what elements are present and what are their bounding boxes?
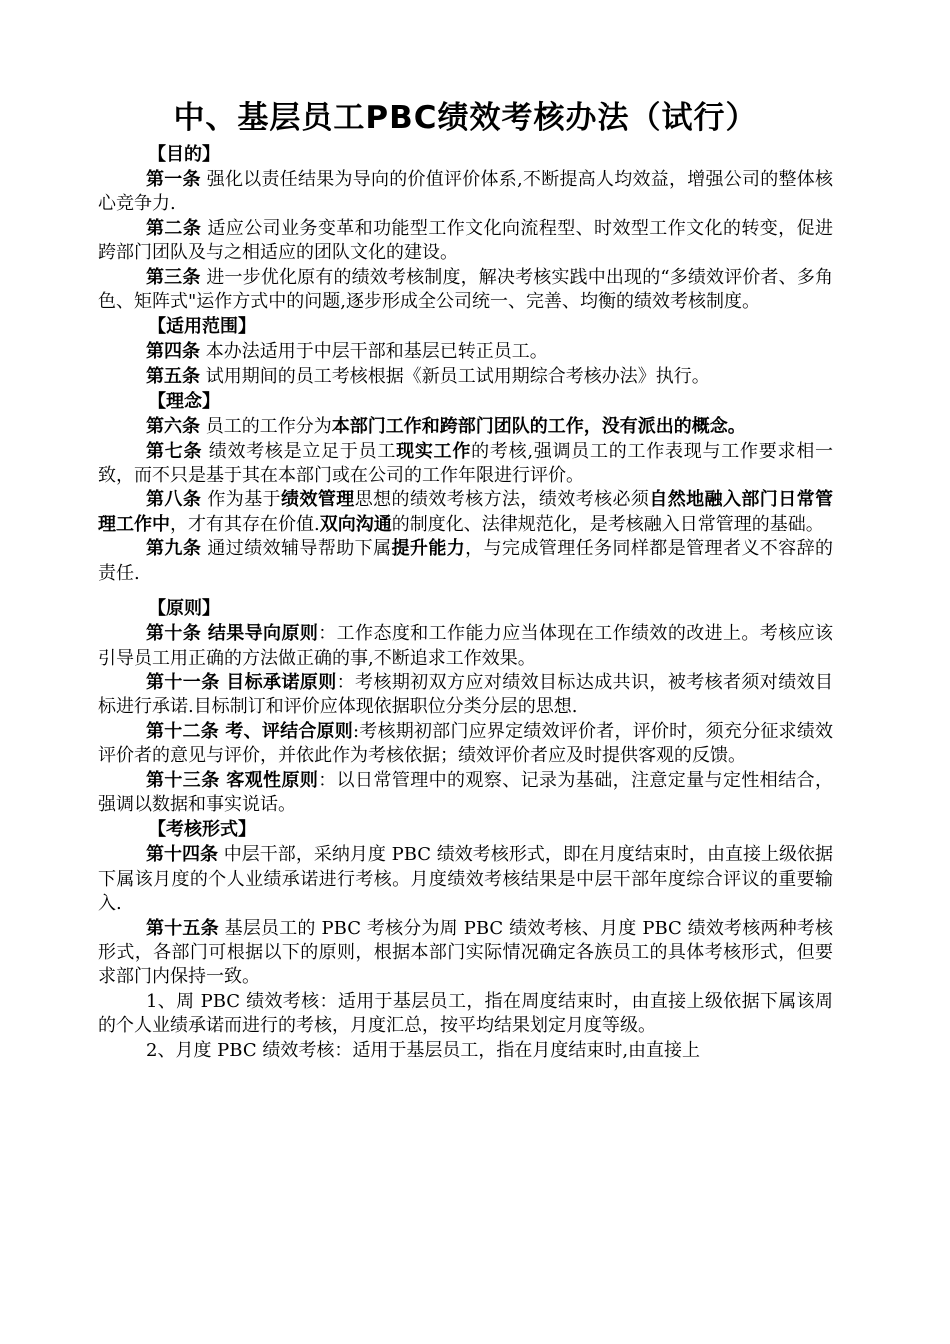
emphasis-text: 双向沟通 bbox=[319, 513, 392, 535]
section-heading-assessment-form: 【考核形式】 bbox=[148, 819, 256, 841]
emphasis-text: 提升能力 bbox=[391, 538, 466, 560]
article-text: 通过绩效辅导帮助下属 bbox=[201, 538, 392, 560]
article-text: 员工的工作分为 bbox=[200, 416, 332, 438]
article-2 bbox=[98, 217, 833, 266]
article-text: :考核期初部门应界定绩效评价者，评价时，须充分征求绩效评价者的意见与评价，并依此作为考核依据；绩效评价者应及时提供客观的反馈。 bbox=[98, 720, 834, 767]
article-number: 第二条 bbox=[146, 217, 202, 239]
article-text: 的制度化、法律规范化，是考核融入日常管理的基础。 bbox=[391, 513, 824, 535]
article-number: 第十一条 bbox=[146, 671, 220, 693]
article-text: 作为基于 bbox=[201, 489, 282, 511]
emphasis-text: 自然地融入部门日常管理工作中 bbox=[98, 489, 834, 535]
article-text: ，与完成管理任务同样都是管理者义不容辞的责任. bbox=[98, 538, 834, 584]
article-number: 第十二条 bbox=[146, 720, 219, 742]
principle-name: 结果导向原则 bbox=[201, 623, 319, 645]
article-number: 第六条 bbox=[146, 416, 200, 438]
article-text: ，才有其存在价值. bbox=[170, 513, 320, 535]
article-text: ：工作态度和工作能力应当体现在工作绩效的改进上。考核应该引导员工用正确的方法做正确的事,不断追求工作效果。 bbox=[98, 623, 834, 669]
article-10 bbox=[98, 622, 833, 671]
article-4 bbox=[98, 340, 833, 364]
article-number: 第三条 bbox=[146, 266, 201, 288]
principle-name: 目标承诺原则 bbox=[219, 671, 337, 693]
emphasis-text: 现实工作 bbox=[396, 440, 472, 462]
article-text: 中层干部，采纳月度 PBC 绩效考核形式，即在月度结束时，由直接上级依据下属该月度的个人业绩承诺进行考核。月度绩效考核结果是中层干部年度综合评议的重要输入. bbox=[98, 844, 834, 915]
article-text: 本办法适用于中层干部和基层已转正员工。 bbox=[200, 341, 548, 363]
article-11 bbox=[98, 671, 833, 720]
article-3 bbox=[98, 266, 833, 315]
emphasis-text: 本部门工作和跨部门团队的工作，没有派出的概念。 bbox=[331, 416, 746, 438]
principle-name: 客观性原则 bbox=[219, 769, 319, 791]
article-text: 进一步优化原有的绩效考核制度，解决考核实践中出现的“多绩效评价者、多角色、矩阵式"运作方式中的问题,逐步形成全公司统一、完善、均衡的绩效考核制度。 bbox=[98, 266, 834, 313]
article-number: 第十五条 bbox=[146, 917, 219, 939]
article-text: 试用期间的员工考核根据《新员工试用期综合考核办法》执行。 bbox=[200, 365, 710, 387]
list-item-1: 1、周 PBC 绩效考核：适用于基层员工，指在周度结束时，由直接上级依据下属该周的个人业绩承诺而进行的考核，月度汇总，按平均结果划定月度等级。 bbox=[98, 990, 833, 1037]
article-text: ：以日常管理中的观察、记录为基础，注意定量与定性相结合，强调以数据和事实说话。 bbox=[98, 769, 833, 815]
article-text: 思想的绩效考核方法，绩效考核必须 bbox=[354, 489, 650, 511]
article-number: 第一条 bbox=[146, 169, 201, 190]
article-15 bbox=[98, 917, 833, 990]
emphasis-text: 绩效管理 bbox=[281, 489, 355, 511]
article-text: 适应公司业务变革和功能型工作文化向流程型、时效型工作文化的转变，促进跨部门团队及与之相适应的团队文化的建设。 bbox=[98, 217, 834, 264]
article-9 bbox=[98, 537, 833, 586]
article-text: 强化以责任结果为导向的价值评价体系,不断提高人均效益，增强公司的整体核心竞争力. bbox=[98, 169, 833, 215]
article-8 bbox=[98, 488, 833, 537]
section-heading-purpose: 【目的】 bbox=[148, 144, 220, 165]
principle-name: 考、评结合原则 bbox=[218, 720, 354, 742]
article-number: 第十三条 bbox=[146, 769, 220, 791]
article-12 bbox=[98, 720, 833, 769]
article-text: 的考核,强调员工的工作表现与工作要求相一致，而不只是基于其在本部门或在公司的工作年限进行评价。 bbox=[98, 440, 833, 487]
document-page bbox=[98, 98, 833, 1063]
document-title: 中、基层员工PBC绩效考核办法（试行） bbox=[173, 100, 758, 136]
article-13 bbox=[98, 769, 833, 818]
article-1 bbox=[98, 168, 833, 217]
article-number: 第九条 bbox=[146, 538, 202, 560]
article-number: 第八条 bbox=[146, 489, 202, 511]
section-heading-concept: 【理念】 bbox=[148, 391, 220, 413]
list-item-2: 2、月度 PBC 绩效考核：适用于基层员工，指在月度结束时,由直接上 bbox=[146, 1039, 701, 1061]
spacer bbox=[98, 586, 833, 596]
article-7 bbox=[98, 440, 833, 489]
article-number: 第七条 bbox=[146, 440, 203, 462]
article-number: 第五条 bbox=[146, 365, 200, 387]
article-5 bbox=[98, 365, 833, 389]
article-number: 第十条 bbox=[146, 623, 202, 645]
article-text: 基层员工的 PBC 考核分为周 PBC 绩效考核、月度 PBC 绩效考核两种考核形式，各部门可根据以下的原则，根据本部门实际情况确定各族员工的具体考核形式，但要求部门内保持一致。 bbox=[98, 917, 834, 988]
section-heading-principles: 【原则】 bbox=[148, 598, 220, 620]
article-number: 第四条 bbox=[146, 341, 200, 363]
article-text: ：考核期初双方应对绩效目标达成共识，被考核者须对绩效目标进行承诺.目标制订和评价应体现依据职位分类分层的思想. bbox=[98, 671, 833, 718]
article-14 bbox=[98, 843, 833, 916]
section-heading-scope: 【适用范围】 bbox=[148, 316, 256, 338]
article-6 bbox=[98, 415, 833, 439]
article-text: 绩效考核是立足于员工 bbox=[202, 440, 397, 462]
article-number: 第十四条 bbox=[146, 844, 219, 866]
